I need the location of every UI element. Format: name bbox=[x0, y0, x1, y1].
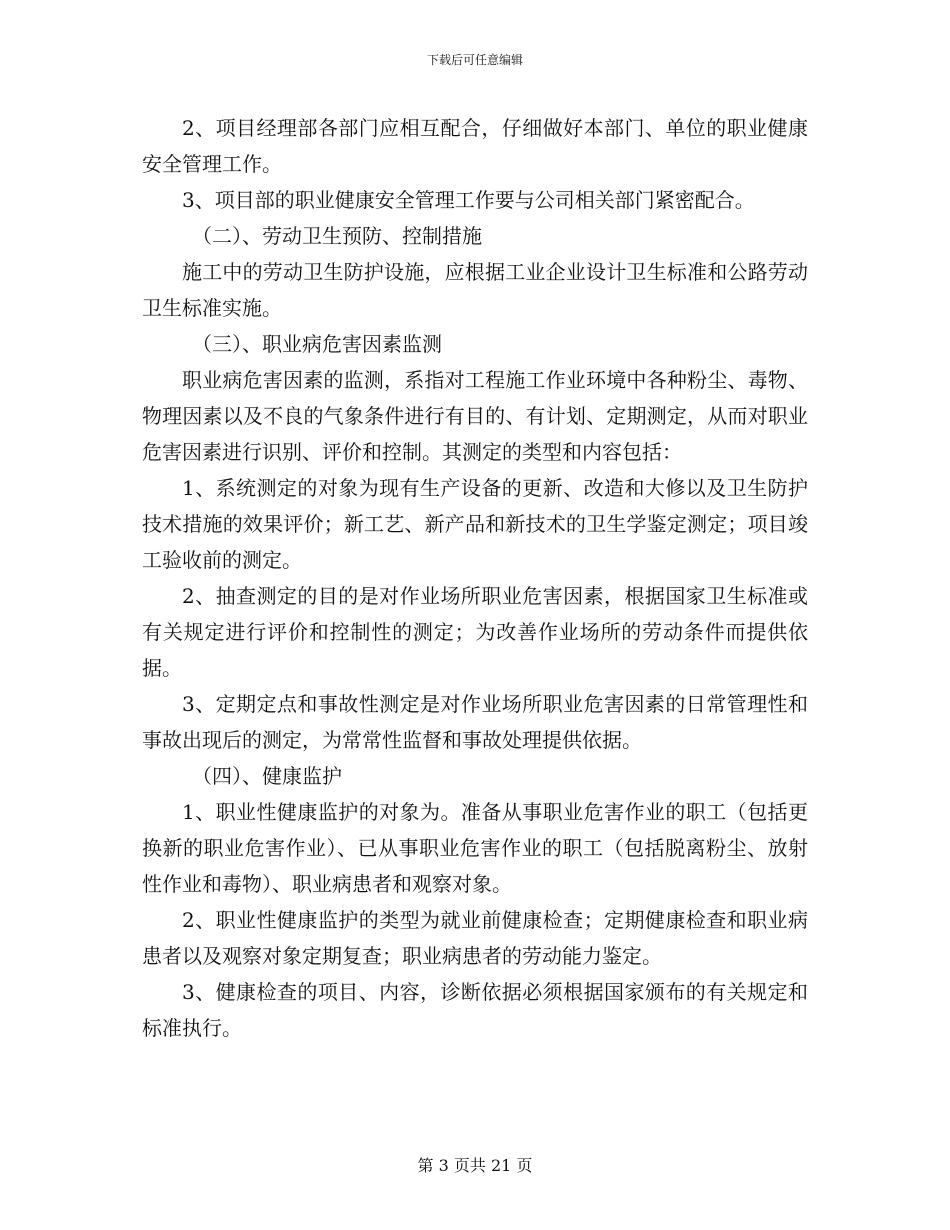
paragraph-periodic-measurement: 3、定期定点和事故性测定是对作业场所职业危害因素的日常管理性和事故出现后的测定，为常常性监督和事故处理提供依据。 bbox=[142, 692, 808, 752]
paragraph-monitoring-types: 2、职业性健康监护的类型为就业前健康检查；定期健康检查和职业病患者以及观察对象定期复查；职业病患者的劳动能力鉴定。 bbox=[142, 908, 808, 968]
section-heading-prevention: （二）、劳动卫生预防、控制措施 bbox=[192, 224, 482, 248]
page-number: 第 3 页共 21 页 bbox=[417, 1156, 533, 1175]
document-body bbox=[142, 110, 808, 1046]
paragraph-monitoring-definition: 职业病危害因素的监测，系指对工程施工作业环境中各种粉尘、毒物、物理因素以及不良的气象条件进行有目的、有计划、定期测定，从而对职业危害因素进行识别、评价和控制。其测定的类型和内容包括： bbox=[142, 368, 808, 464]
section-heading-monitoring: （三）、职业病危害因素监测 bbox=[192, 332, 442, 356]
paragraph-spot-check: 2、抽查测定的目的是对作业场所职业危害因素，根据国家卫生标准或有关规定进行评价和控制性的测定；为改善作业场所的劳动条件而提供依据。 bbox=[142, 584, 808, 680]
paragraph-exam-standards: 3、健康检查的项目、内容，诊断依据必须根据国家颁布的有关规定和标准执行。 bbox=[142, 980, 808, 1040]
paragraph-monitoring-targets: 1、职业性健康监护的对象为。准备从事职业危害作业的职工（包括更换新的职业危害作业）、已从事职业危害作业的职工（包括脱离粉尘、放射性作业和毒物）、职业病患者和观察对象。 bbox=[142, 800, 808, 896]
page-header: 下载后可任意编辑 bbox=[426, 53, 523, 67]
paragraph-protection-facilities: 施工中的劳动卫生防护设施，应根据工业企业设计卫生标准和公路劳动卫生标准实施。 bbox=[142, 260, 808, 320]
paragraph-company-cooperation: 3、项目部的职业健康安全管理工作要与公司相关部门紧密配合。 bbox=[182, 188, 755, 212]
paragraph-system-measurement: 1、系统测定的对象为现有生产设备的更新、改造和大修以及卫生防护技术措施的效果评价；新工艺、新产品和新技术的卫生学鉴定测定；项目竣工验收前的测定。 bbox=[142, 476, 808, 572]
section-heading-health-monitoring: （四）、健康监护 bbox=[192, 764, 342, 788]
paragraph-coordination: 2、项目经理部各部门应相互配合，仔细做好本部门、单位的职业健康安全管理工作。 bbox=[142, 116, 808, 176]
